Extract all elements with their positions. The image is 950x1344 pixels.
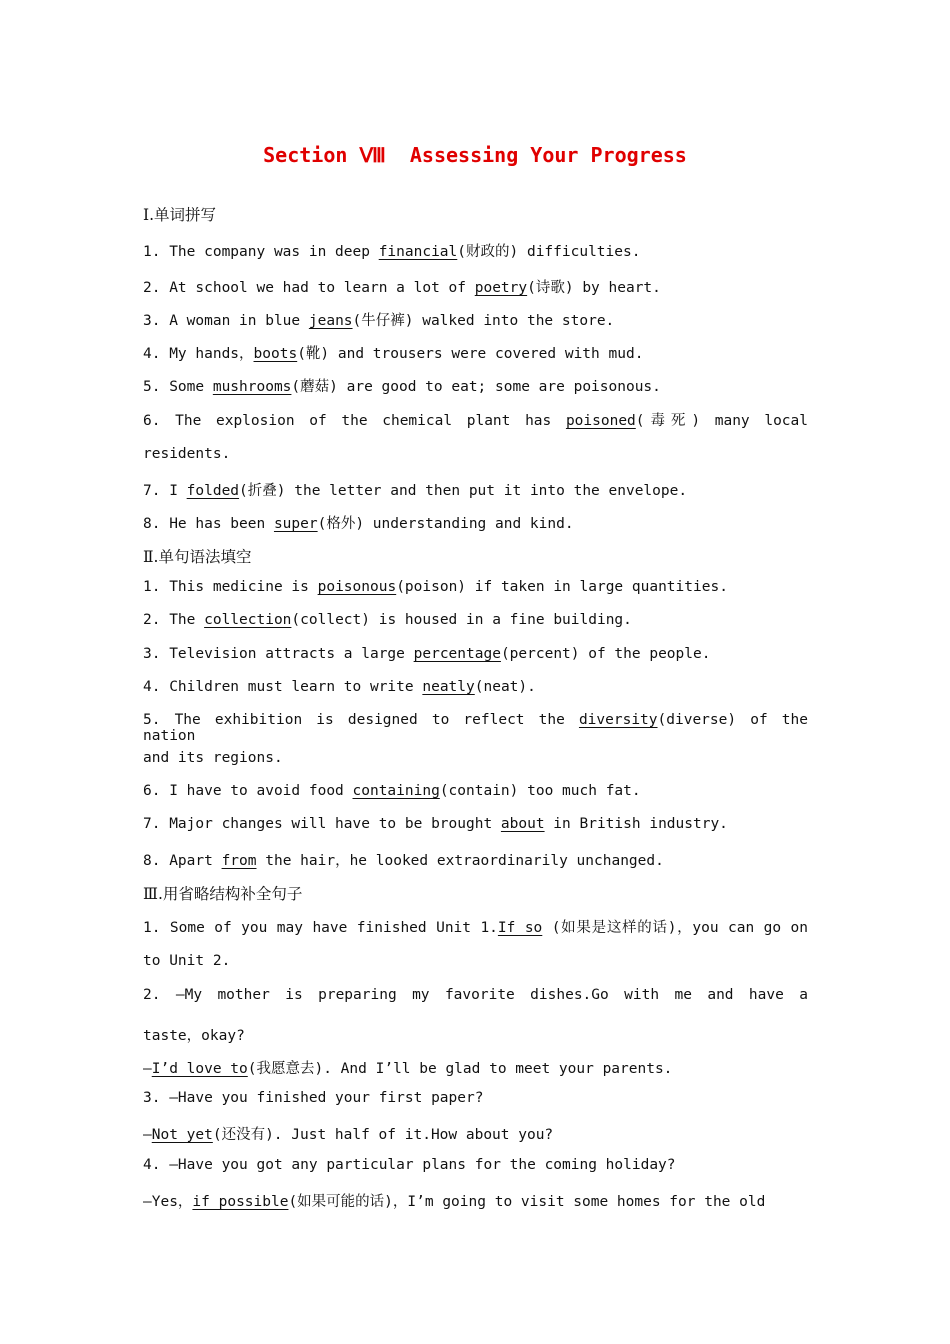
question-text: 2. —My mother is preparing my favorite dishes.Go with me and have a xyxy=(143,987,808,1003)
question-text-after: (诗歌) by heart. xyxy=(527,280,661,296)
question-line xyxy=(143,916,808,937)
answer-blank: diversity xyxy=(578,712,658,728)
question-text-after: (collect) is housed in a fine building. xyxy=(291,612,632,628)
question-line xyxy=(143,816,808,832)
question-line xyxy=(143,1057,808,1078)
section-heading: Ⅱ.单句语法填空 xyxy=(143,548,252,566)
question-text: 1. The company was in deep xyxy=(143,244,379,260)
question-line xyxy=(143,479,808,500)
answer-blank: percentage xyxy=(413,646,501,662)
question-text: 3. Television attracts a large xyxy=(143,646,414,662)
question-text: 7. Major changes will have to be brought xyxy=(143,816,501,832)
answer-blank: mushrooms xyxy=(212,379,292,395)
question-text-after: (如果是这样的话)，you can go on xyxy=(542,920,808,936)
question-text-after: (靴) and trousers were covered with mud. xyxy=(297,346,644,362)
question-text: 6. I have to avoid food xyxy=(143,783,353,799)
question-text: 3. —Have you finished your first paper? xyxy=(143,1090,484,1106)
question-text: 8. He has been xyxy=(143,516,274,532)
question-text: 4. My hands， xyxy=(143,346,254,362)
question-line xyxy=(143,1090,808,1106)
question-text: — xyxy=(143,1127,152,1143)
question-text: 4. —Have you got any particular plans for the coming holiday? xyxy=(143,1157,676,1173)
answer-blank: boots xyxy=(253,346,298,362)
question-text: 5. The exhibition is designed to reflect the xyxy=(143,712,579,728)
question-text-after: (percent) of the people. xyxy=(500,646,711,662)
question-text-after: (牛仔裤) walked into the store. xyxy=(352,313,615,329)
answer-blank: jeans xyxy=(308,313,353,329)
question-text-after: (蘑菇) are good to eat; some are poisonous. xyxy=(291,379,661,395)
answer-blank: super xyxy=(273,516,318,532)
answer-blank: folded xyxy=(186,483,240,499)
question-text-after: (neat). xyxy=(474,679,536,695)
question-line xyxy=(143,579,808,595)
answer-blank: I’d love to xyxy=(151,1061,248,1077)
question-text: 1. This medicine is xyxy=(143,579,318,595)
question-line xyxy=(143,276,808,297)
question-line xyxy=(143,712,808,744)
question-continuation: and its regions. xyxy=(143,750,283,766)
question-text-after: the hair，he looked extraordinarily unchanged. xyxy=(256,853,664,869)
question-continuation: taste，okay? xyxy=(143,1028,245,1044)
question-text-after: (还没有). Just half of it.How about you? xyxy=(212,1127,554,1143)
question-text-after: (如果可能的话)，I’m going to visit some homes for the old xyxy=(288,1194,766,1210)
section-heading: Ⅲ.用省略结构补全句子 xyxy=(143,885,303,903)
question-text-after: (财政的) difficulties. xyxy=(457,244,641,260)
answer-blank: poisonous xyxy=(317,579,397,595)
answer-blank: collection xyxy=(204,612,292,628)
answer-blank: Not yet xyxy=(151,1127,213,1143)
answer-blank: poetry xyxy=(474,280,528,296)
question-text-after: (我愿意去). And I’ll be glad to meet your parents. xyxy=(247,1061,673,1077)
question-line xyxy=(143,783,808,799)
question-text: —Yes， xyxy=(143,1194,193,1210)
question-text: 1. Some of you may have finished Unit 1. xyxy=(143,920,498,936)
question-text-after: (poison) if taken in large quantities. xyxy=(396,579,728,595)
page-title: Section Ⅷ Assessing Your Progress xyxy=(263,143,687,167)
question-text-after: (格外) understanding and kind. xyxy=(317,516,574,532)
question-text: 5. Some xyxy=(143,379,213,395)
question-text-after: (毒死) many local xyxy=(635,413,808,429)
question-text-after: (contain) too much fat. xyxy=(439,783,641,799)
question-text: 6. The explosion of the chemical plant has xyxy=(143,413,566,429)
question-continuation: residents. xyxy=(143,446,231,462)
answer-blank: from xyxy=(221,853,257,869)
question-text-after: (diverse) of the nation xyxy=(143,712,808,744)
question-line xyxy=(143,375,808,396)
question-line xyxy=(143,987,808,1003)
question-line xyxy=(143,309,808,330)
question-text: 7. I xyxy=(143,483,187,499)
question-line xyxy=(143,1157,808,1173)
question-line xyxy=(143,849,808,870)
question-continuation: to Unit 2. xyxy=(143,953,231,969)
question-text: — xyxy=(143,1061,152,1077)
question-text-after: in British industry. xyxy=(544,816,728,832)
question-text: 3. A woman in blue xyxy=(143,313,309,329)
answer-blank: poisoned xyxy=(565,413,636,429)
question-line xyxy=(143,240,808,261)
question-text: 8. Apart xyxy=(143,853,222,869)
question-text: 2. The xyxy=(143,612,205,628)
answer-blank: neatly xyxy=(422,679,475,695)
question-line xyxy=(143,409,808,430)
answer-blank: financial xyxy=(378,244,458,260)
question-line xyxy=(143,1190,808,1211)
answer-blank: If so xyxy=(497,920,543,936)
answer-blank: if possible xyxy=(192,1194,289,1210)
question-line xyxy=(143,646,808,662)
question-line xyxy=(143,612,808,628)
question-line xyxy=(143,512,808,533)
question-text: 4. Children must learn to write xyxy=(143,679,423,695)
question-line xyxy=(143,679,808,695)
answer-blank: about xyxy=(500,816,545,832)
question-line xyxy=(143,1123,808,1144)
section-heading: Ⅰ.单词拼写 xyxy=(143,206,217,224)
question-line xyxy=(143,342,808,363)
question-text-after: (折叠) the letter and then put it into the envelope. xyxy=(239,483,688,499)
answer-blank: containing xyxy=(352,783,440,799)
question-text: 2. At school we had to learn a lot of xyxy=(143,280,475,296)
